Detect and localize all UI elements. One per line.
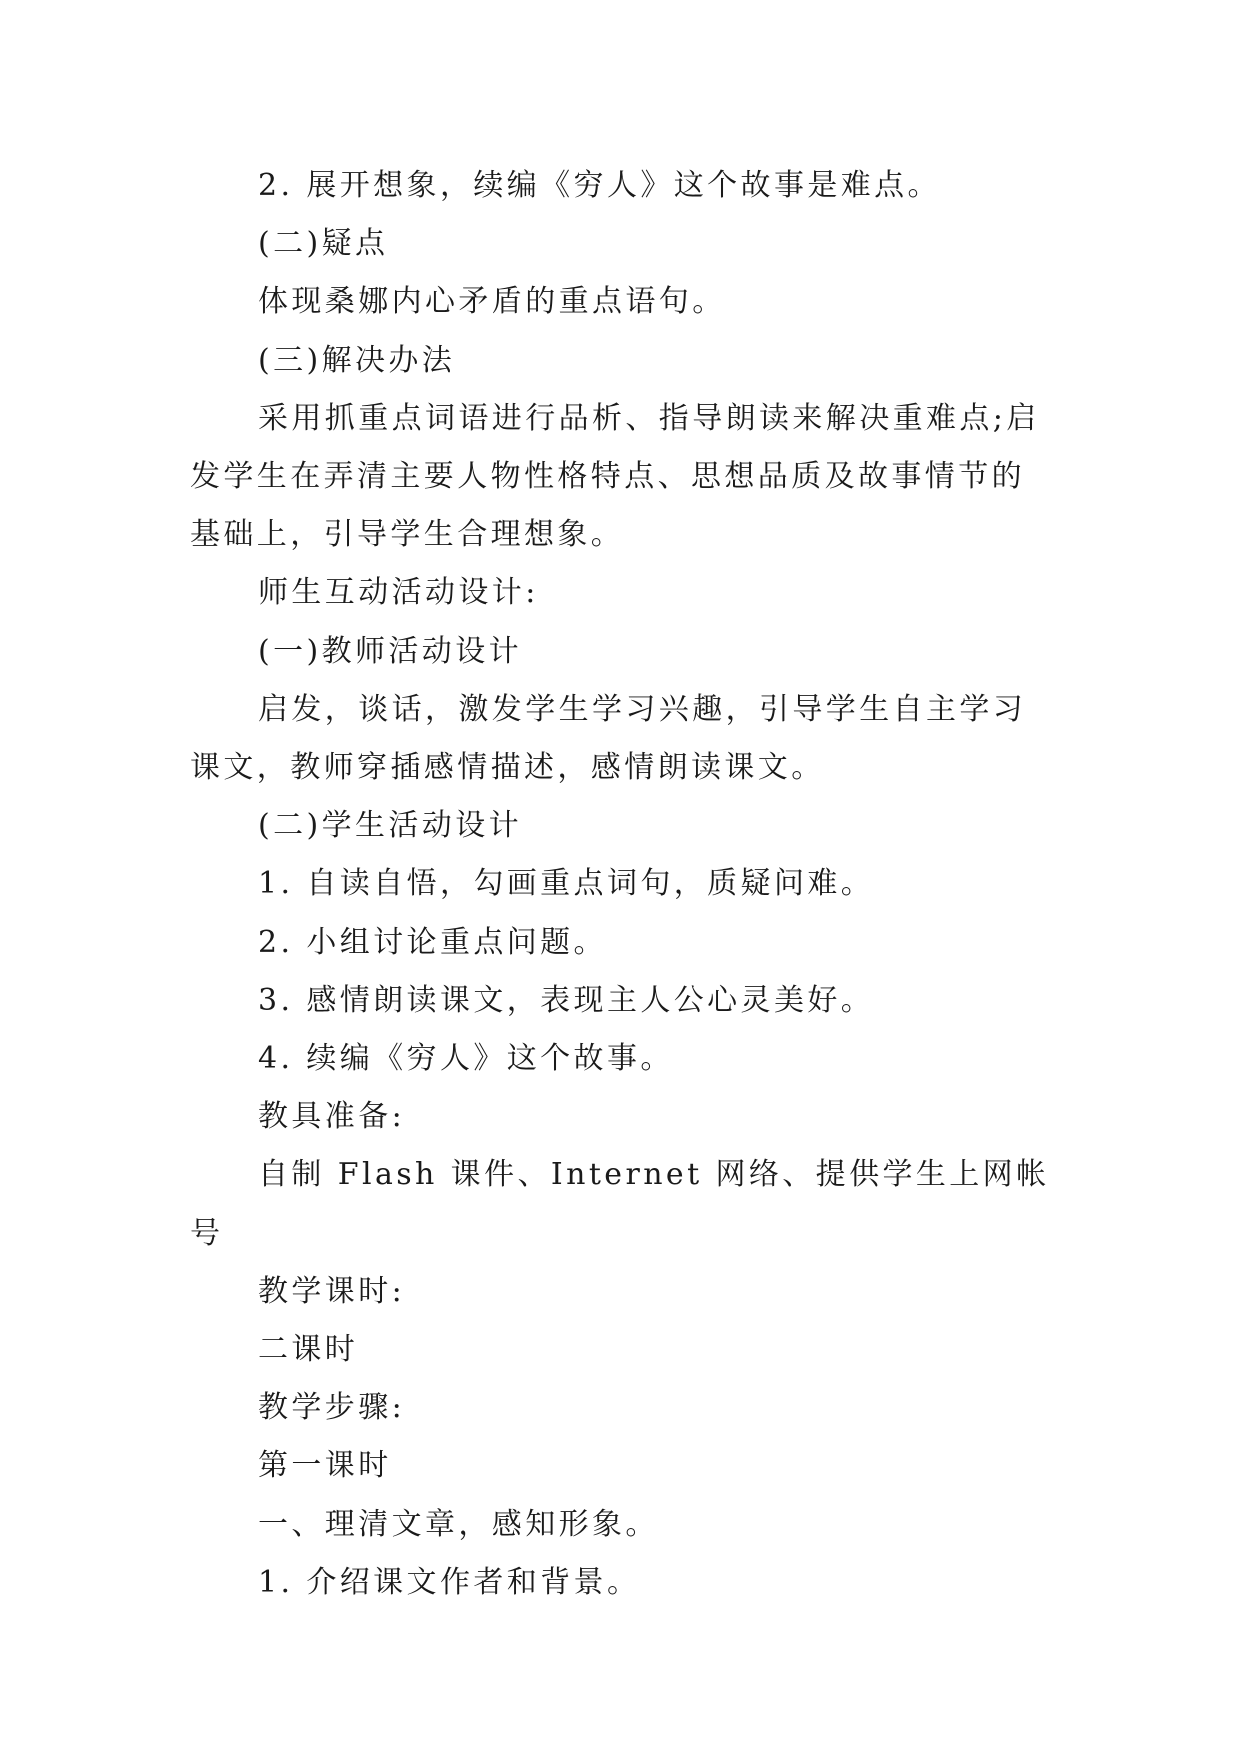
section-heading: (二)学生活动设计: [258, 808, 523, 844]
list-item: 2. 小组讨论重点问题。: [258, 924, 607, 960]
section-heading: (一)教师活动设计: [258, 633, 523, 669]
list-item: 1. 介绍课文作者和背景。: [258, 1564, 641, 1600]
section-heading: (三)解决办法: [258, 342, 456, 378]
section-heading: 教学步骤:: [258, 1390, 406, 1426]
section-heading: 第一课时: [258, 1448, 392, 1484]
document-body: [190, 157, 1050, 1612]
paragraph: 二课时: [258, 1332, 359, 1368]
list-item: 1. 自读自悟，勾画重点词句，质疑问难。: [258, 866, 875, 902]
paragraph: 体现桑娜内心矛盾的重点语句。: [258, 284, 726, 320]
list-item: 3. 感情朗读课文，表现主人公心灵美好。: [258, 982, 875, 1018]
section-heading: 教具准备:: [258, 1099, 406, 1135]
paragraph: 自制 Flash 课件、Internet 网络、提供学生上网帐号: [190, 1157, 1050, 1251]
paragraph: 启发，谈话，激发学生学习兴趣，引导学生自主学习课文，教师穿插感情描述，感情朗读课文。: [190, 691, 1027, 786]
list-item: 4. 续编《穷人》这个故事。: [258, 1041, 674, 1077]
paragraph: 2. 展开想象，续编《穷人》这个故事是难点。: [258, 168, 941, 203]
section-heading: 一、理清文章，感知形象。: [258, 1506, 659, 1542]
section-heading: (二)疑点: [258, 226, 389, 262]
section-heading: 教学课时:: [258, 1273, 406, 1309]
section-heading: 师生互动活动设计:: [258, 575, 539, 611]
paragraph: 采用抓重点词语进行品析、指导朗读来解决重难点;启发学生在弄清主要人物性格特点、思想品质及故事情节的基础上，引导学生合理想象。: [190, 400, 1040, 553]
